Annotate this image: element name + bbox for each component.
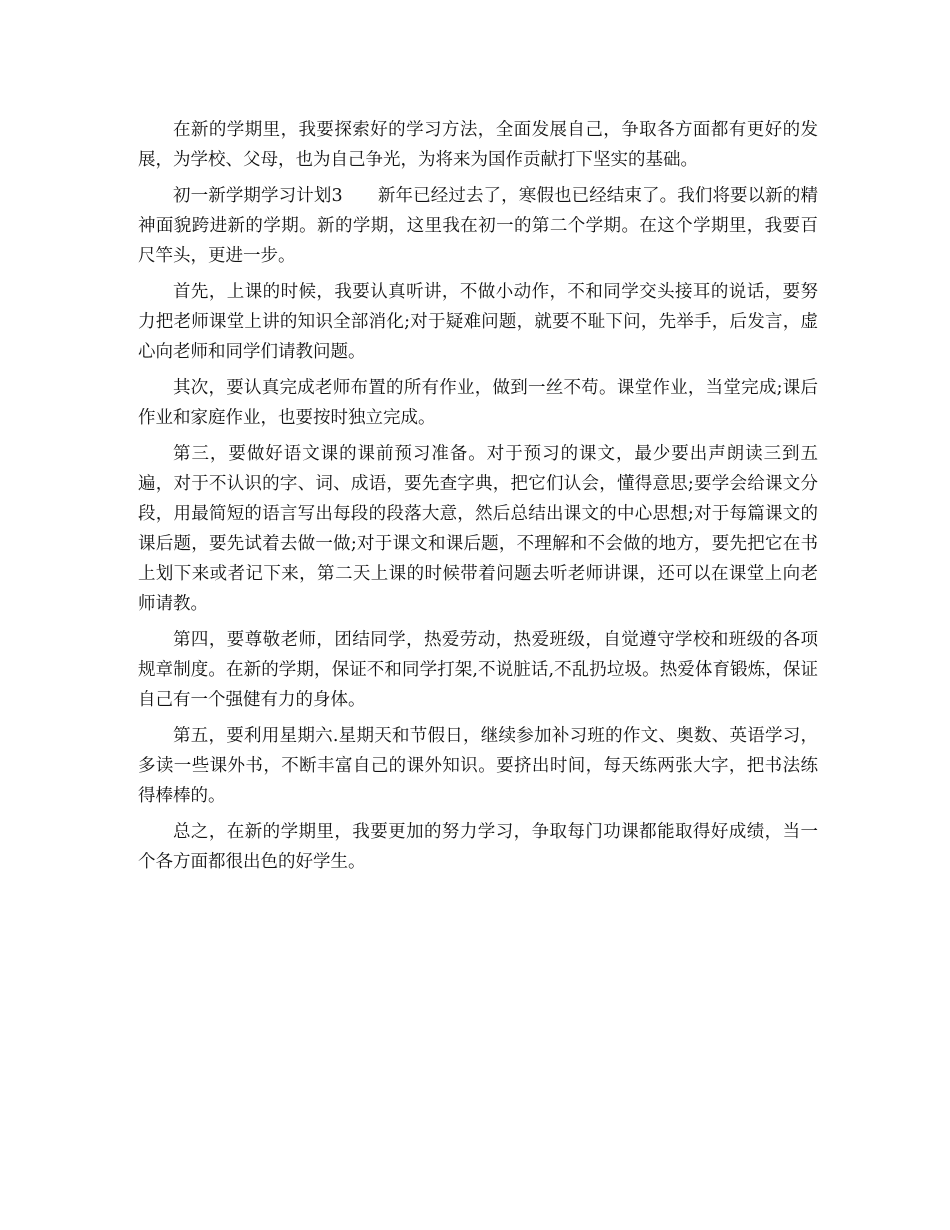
paragraph-5: 第三，要做好语文课的课前预习准备。对于预习的课文，最少要出声朗读三到五遍，对于不认识的字、词、成语，要先查字典，把它们认会，懂得意思;要学会给课文分段，用最简短的语言写出每段的段落大意，然后总结出课文的中心思想;对于每篇课文的课后题，要先试着去做一做;对于课文和课后题，不理解和不会做的地方，要先把它在书上划下来或者记下来，第二天上课的时候带着问题去听老师讲课，还可以在课堂上向老师请教。: [138, 444, 818, 614]
paragraph-1: 在新的学期里，我要探索好的学习方法，全面发展自己，争取各方面都有更好的发展，为学校、父母，也为自己争光，为将来为国作贡献打下坚实的基础。: [138, 120, 818, 170]
paragraph-2: 初一新学期学习计划3 新年已经过去了，寒假也已经结束了。我们将要以新的精神面貌跨进新的学期。新的学期，这里我在初一的第二个学期。在这个学期里，我要百尺竿头，更进一步。: [138, 186, 818, 266]
paragraph-3: 首先，上课的时候，我要认真听讲，不做小动作，不和同学交头接耳的说话，要努力把老师课堂上讲的知识全部消化;对于疑难问题，就要不耻下问，先举手，后发言，虚心向老师和同学们请教问题。: [138, 282, 818, 362]
paragraph-8: 总之，在新的学期里，我要更加的努力学习，争取每门功课都能取得好成绩，当一个各方面都很出色的好学生。: [138, 822, 818, 872]
paragraph-4: 其次，要认真完成老师布置的所有作业，做到一丝不苟。课堂作业，当堂完成;课后作业和家庭作业，也要按时独立完成。: [138, 378, 818, 428]
paragraph-7: 第五，要利用星期六.星期天和节假日，继续参加补习班的作文、奥数、英语学习，多读一些课外书，不断丰富自己的课外知识。要挤出时间，每天练两张大字，把书法练得棒棒的。: [138, 726, 818, 806]
document-body: [138, 115, 818, 883]
paragraph-6: 第四，要尊敬老师，团结同学，热爱劳动，热爱班级，自觉遵守学校和班级的各项规章制度。在新的学期，保证不和同学打架,不说脏话,不乱扔垃圾。热爱体育锻炼，保证自己有一个强健有力的身体。: [138, 630, 818, 710]
